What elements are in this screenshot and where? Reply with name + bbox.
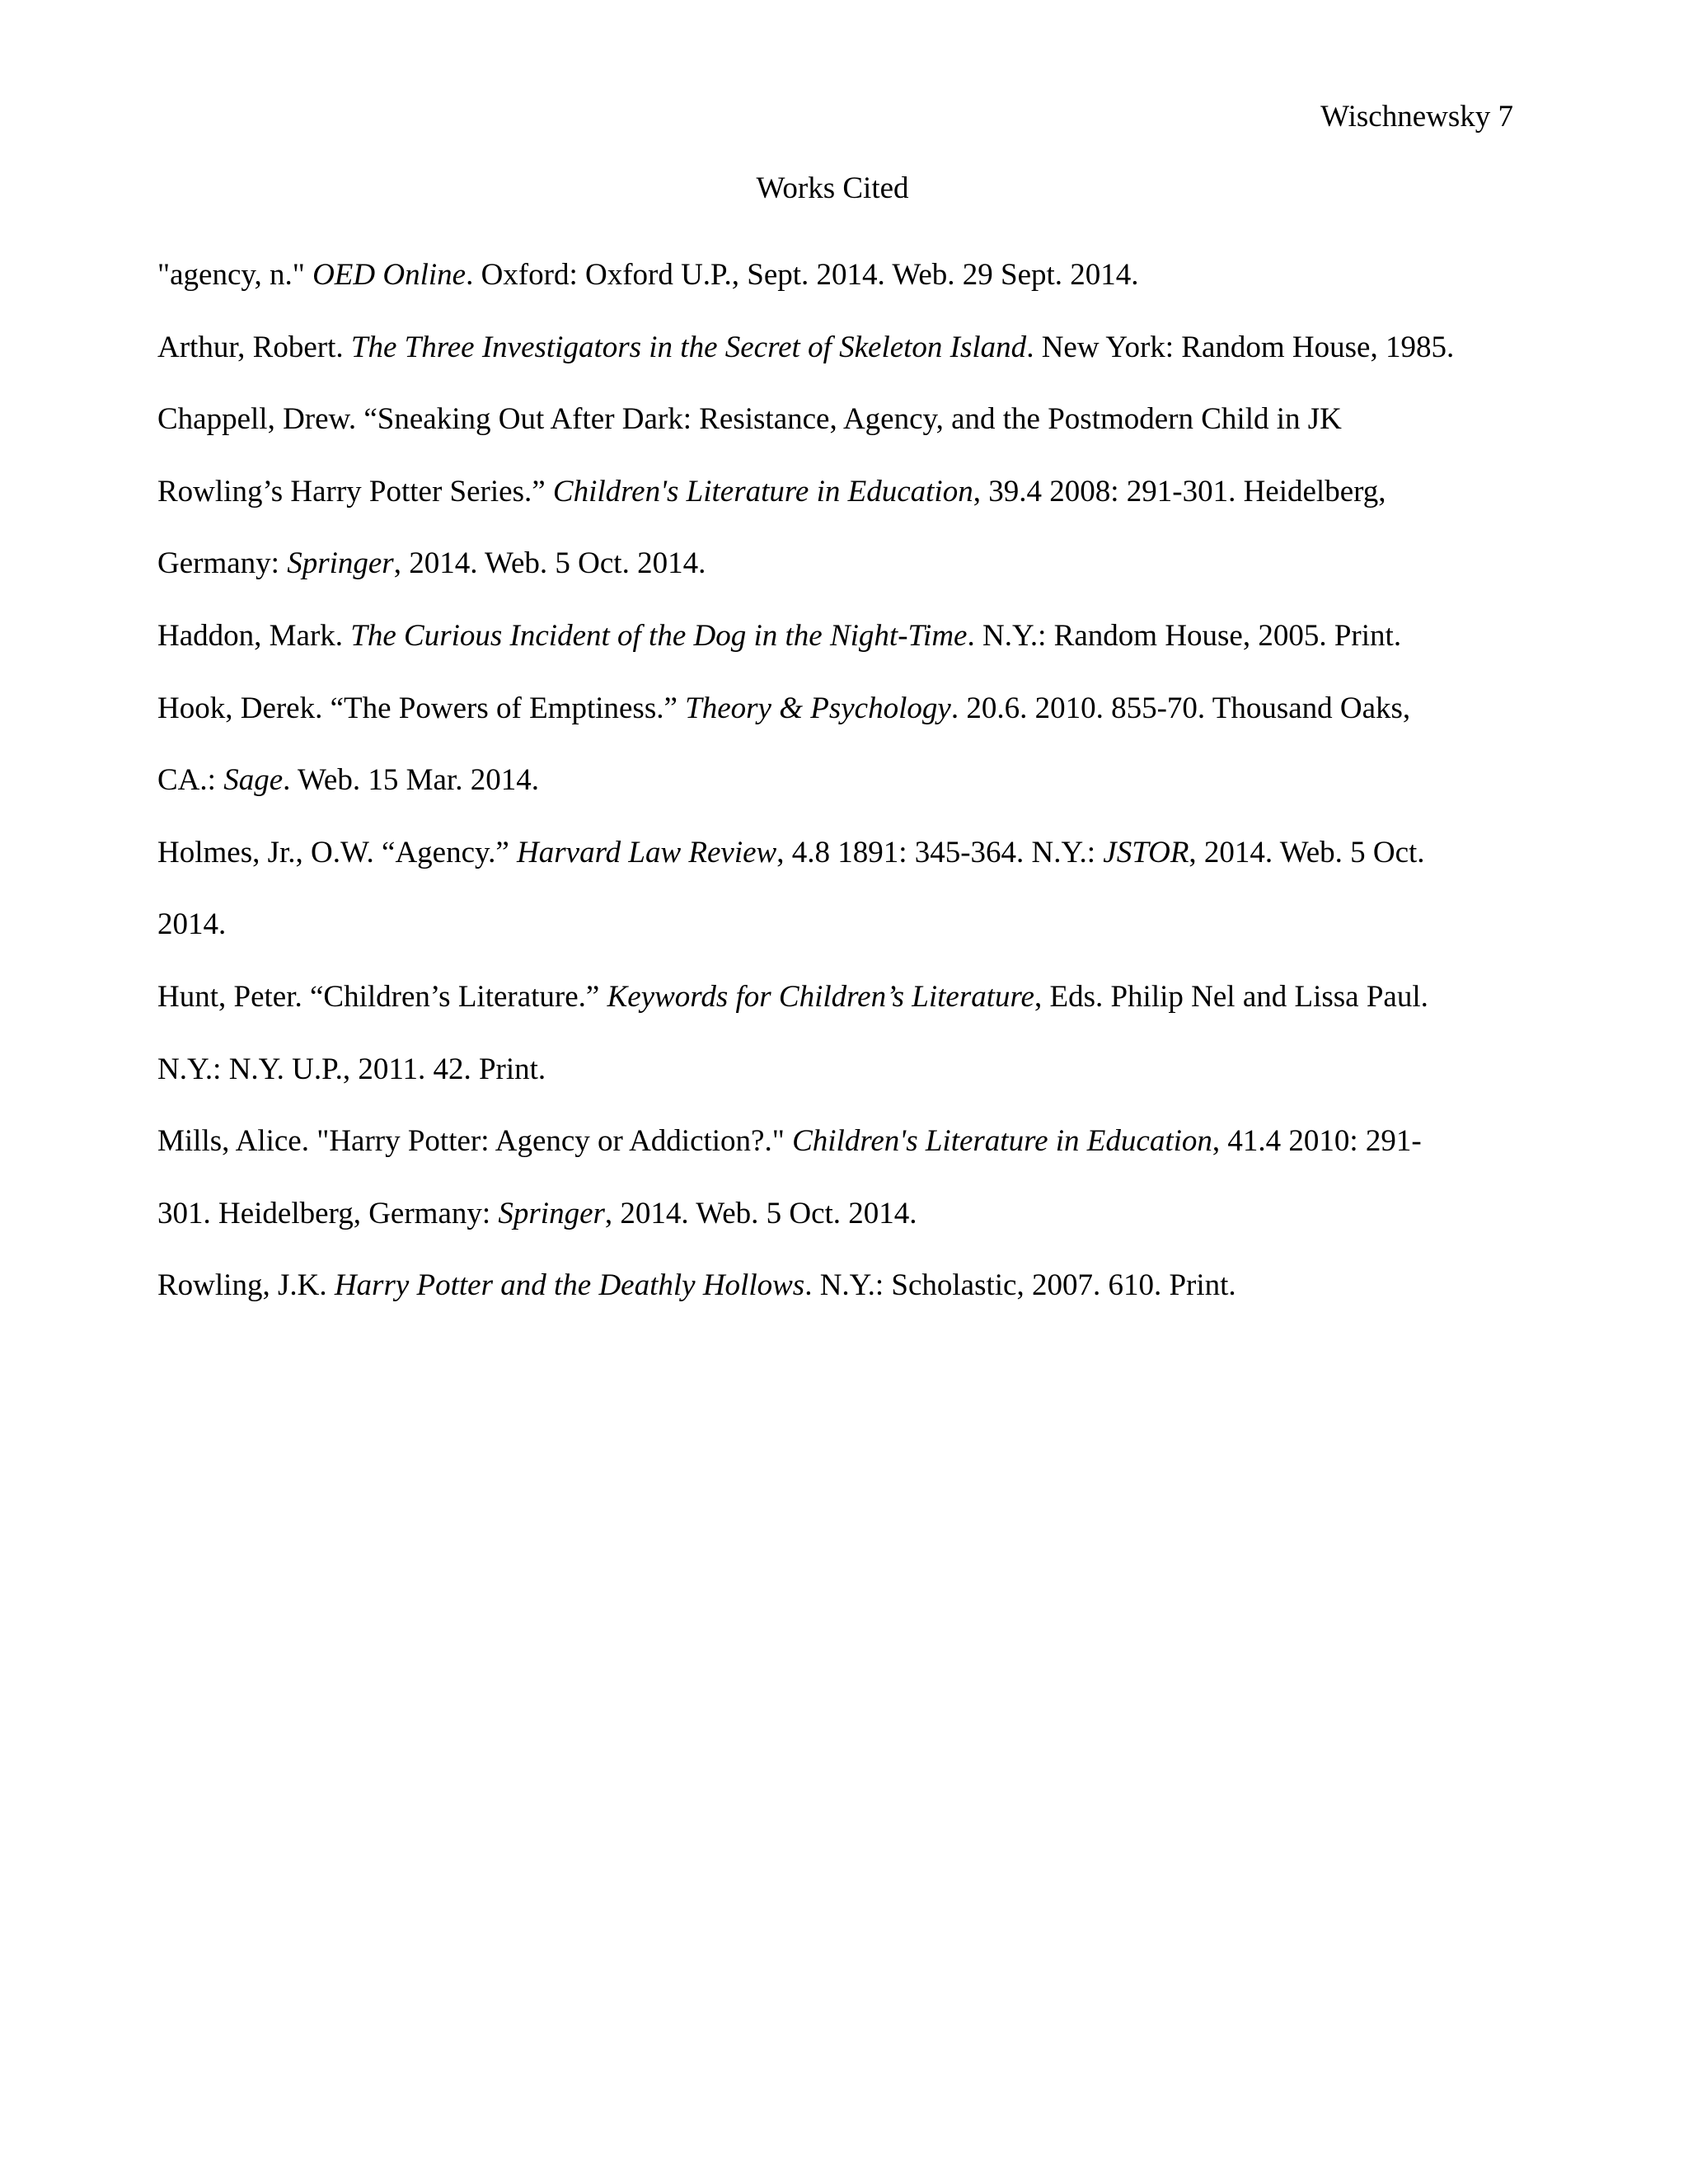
citation-text: N.Y.: N.Y. U.P., 2011. 42. Print. — [157, 1052, 546, 1086]
citation-text: . New York: Random House, 1985. — [1026, 330, 1455, 364]
citation-title-italic: The Three Investigators in the Secret of Skeleton Island — [350, 330, 1027, 364]
citation-text: 301. Heidelberg, Germany: — [157, 1196, 499, 1230]
citation-line — [157, 312, 1550, 384]
citation-line — [157, 527, 1550, 600]
citation-text: Hunt, Peter. “Children’s Literature.” — [157, 979, 607, 1014]
citation-text: Mills, Alice. "Harry Potter: Agency or Addiction?." — [157, 1124, 793, 1159]
citation-text: Rowling, J.K. — [157, 1268, 335, 1303]
citation-text: "agency, n." — [157, 258, 313, 292]
citation-line — [157, 744, 1550, 817]
citation-line — [157, 961, 1550, 1033]
citation-text: . N.Y.: Scholastic, 2007. 610. Print. — [804, 1268, 1236, 1303]
citation-line — [157, 673, 1550, 745]
citation-title-italic: Springer — [498, 1196, 605, 1230]
citation-text: . Oxford: Oxford U.P., Sept. 2014. Web. 29 Sept. 2014. — [466, 258, 1139, 292]
citation-line — [157, 600, 1550, 673]
citation-title-italic: JSTOR — [1103, 835, 1189, 869]
citation-text: , 41.4 2010: 291- — [1212, 1124, 1422, 1159]
citation-title-italic: Children's Literature in Education — [792, 1124, 1212, 1159]
citation-text: CA.: — [157, 763, 224, 798]
citation-text: Haddon, Mark. — [157, 618, 351, 653]
citation-line — [157, 456, 1550, 528]
citation-entry — [157, 1105, 1550, 1249]
citation-line — [157, 383, 1550, 456]
citation-text: , 2014. Web. 5 Oct. 2014. — [393, 546, 706, 581]
works-cited-list — [157, 239, 1550, 1322]
citation-line — [157, 239, 1550, 312]
citation-text: 2014. — [157, 907, 227, 942]
citation-text: Rowling’s Harry Potter Series.” — [157, 474, 553, 509]
citation-text: , 39.4 2008: 291-301. Heidelberg, — [973, 474, 1386, 509]
citation-text: , 2014. Web. 5 Oct. — [1189, 835, 1425, 869]
citation-text: . 20.6. 2010. 855-70. Thousand Oaks, — [950, 691, 1411, 725]
citation-title-italic: Children's Literature in Education — [552, 474, 973, 509]
citation-text: Germany: — [157, 546, 288, 581]
citation-text: Arthur, Robert. — [157, 330, 351, 364]
citation-entry — [157, 312, 1550, 384]
citation-title-italic: Harvard Law Review — [517, 835, 777, 869]
citation-entry — [157, 817, 1550, 961]
citation-title-italic: OED Online — [312, 258, 467, 292]
citation-text: , Eds. Philip Nel and Lissa Paul. — [1034, 979, 1428, 1014]
citation-text: . N.Y.: Random House, 2005. Print. — [967, 618, 1402, 653]
citation-line — [157, 1178, 1550, 1250]
running-head: Wischnewsky 7 — [1320, 100, 1513, 134]
citation-line — [157, 1033, 1550, 1106]
citation-text: Holmes, Jr., O.W. “Agency.” — [157, 835, 518, 869]
citation-entry — [157, 961, 1550, 1105]
citation-entry — [157, 600, 1550, 673]
citation-title-italic: Theory & Psychology — [685, 691, 951, 725]
citation-entry — [157, 1249, 1550, 1322]
citation-title-italic: The Curious Incident of the Dog in the Night-Time — [350, 618, 968, 653]
citation-entry — [157, 239, 1550, 312]
citation-title-italic: Springer — [287, 546, 394, 581]
page-title: Works Cited — [756, 171, 909, 205]
citation-line — [157, 1105, 1550, 1178]
citation-line — [157, 1249, 1550, 1322]
citation-text: Chappell, Drew. “Sneaking Out After Dark: Resistance, Agency, and the Postmodern Child in JK — [157, 402, 1342, 437]
citation-title-italic: Keywords for Children’s Literature — [607, 979, 1034, 1014]
citation-entry — [157, 673, 1550, 817]
citation-text: , 2014. Web. 5 Oct. 2014. — [604, 1196, 917, 1230]
citation-title-italic: Harry Potter and the Deathly Hollows — [334, 1268, 805, 1303]
citation-text: , 4.8 1891: 345-364. N.Y.: — [776, 835, 1104, 869]
citation-line — [157, 888, 1550, 961]
citation-text: . Web. 15 Mar. 2014. — [283, 763, 539, 798]
citation-title-italic: Sage — [223, 763, 284, 798]
citation-text: Hook, Derek. “The Powers of Emptiness.” — [157, 691, 686, 725]
citation-entry — [157, 383, 1550, 600]
citation-line — [157, 817, 1550, 889]
